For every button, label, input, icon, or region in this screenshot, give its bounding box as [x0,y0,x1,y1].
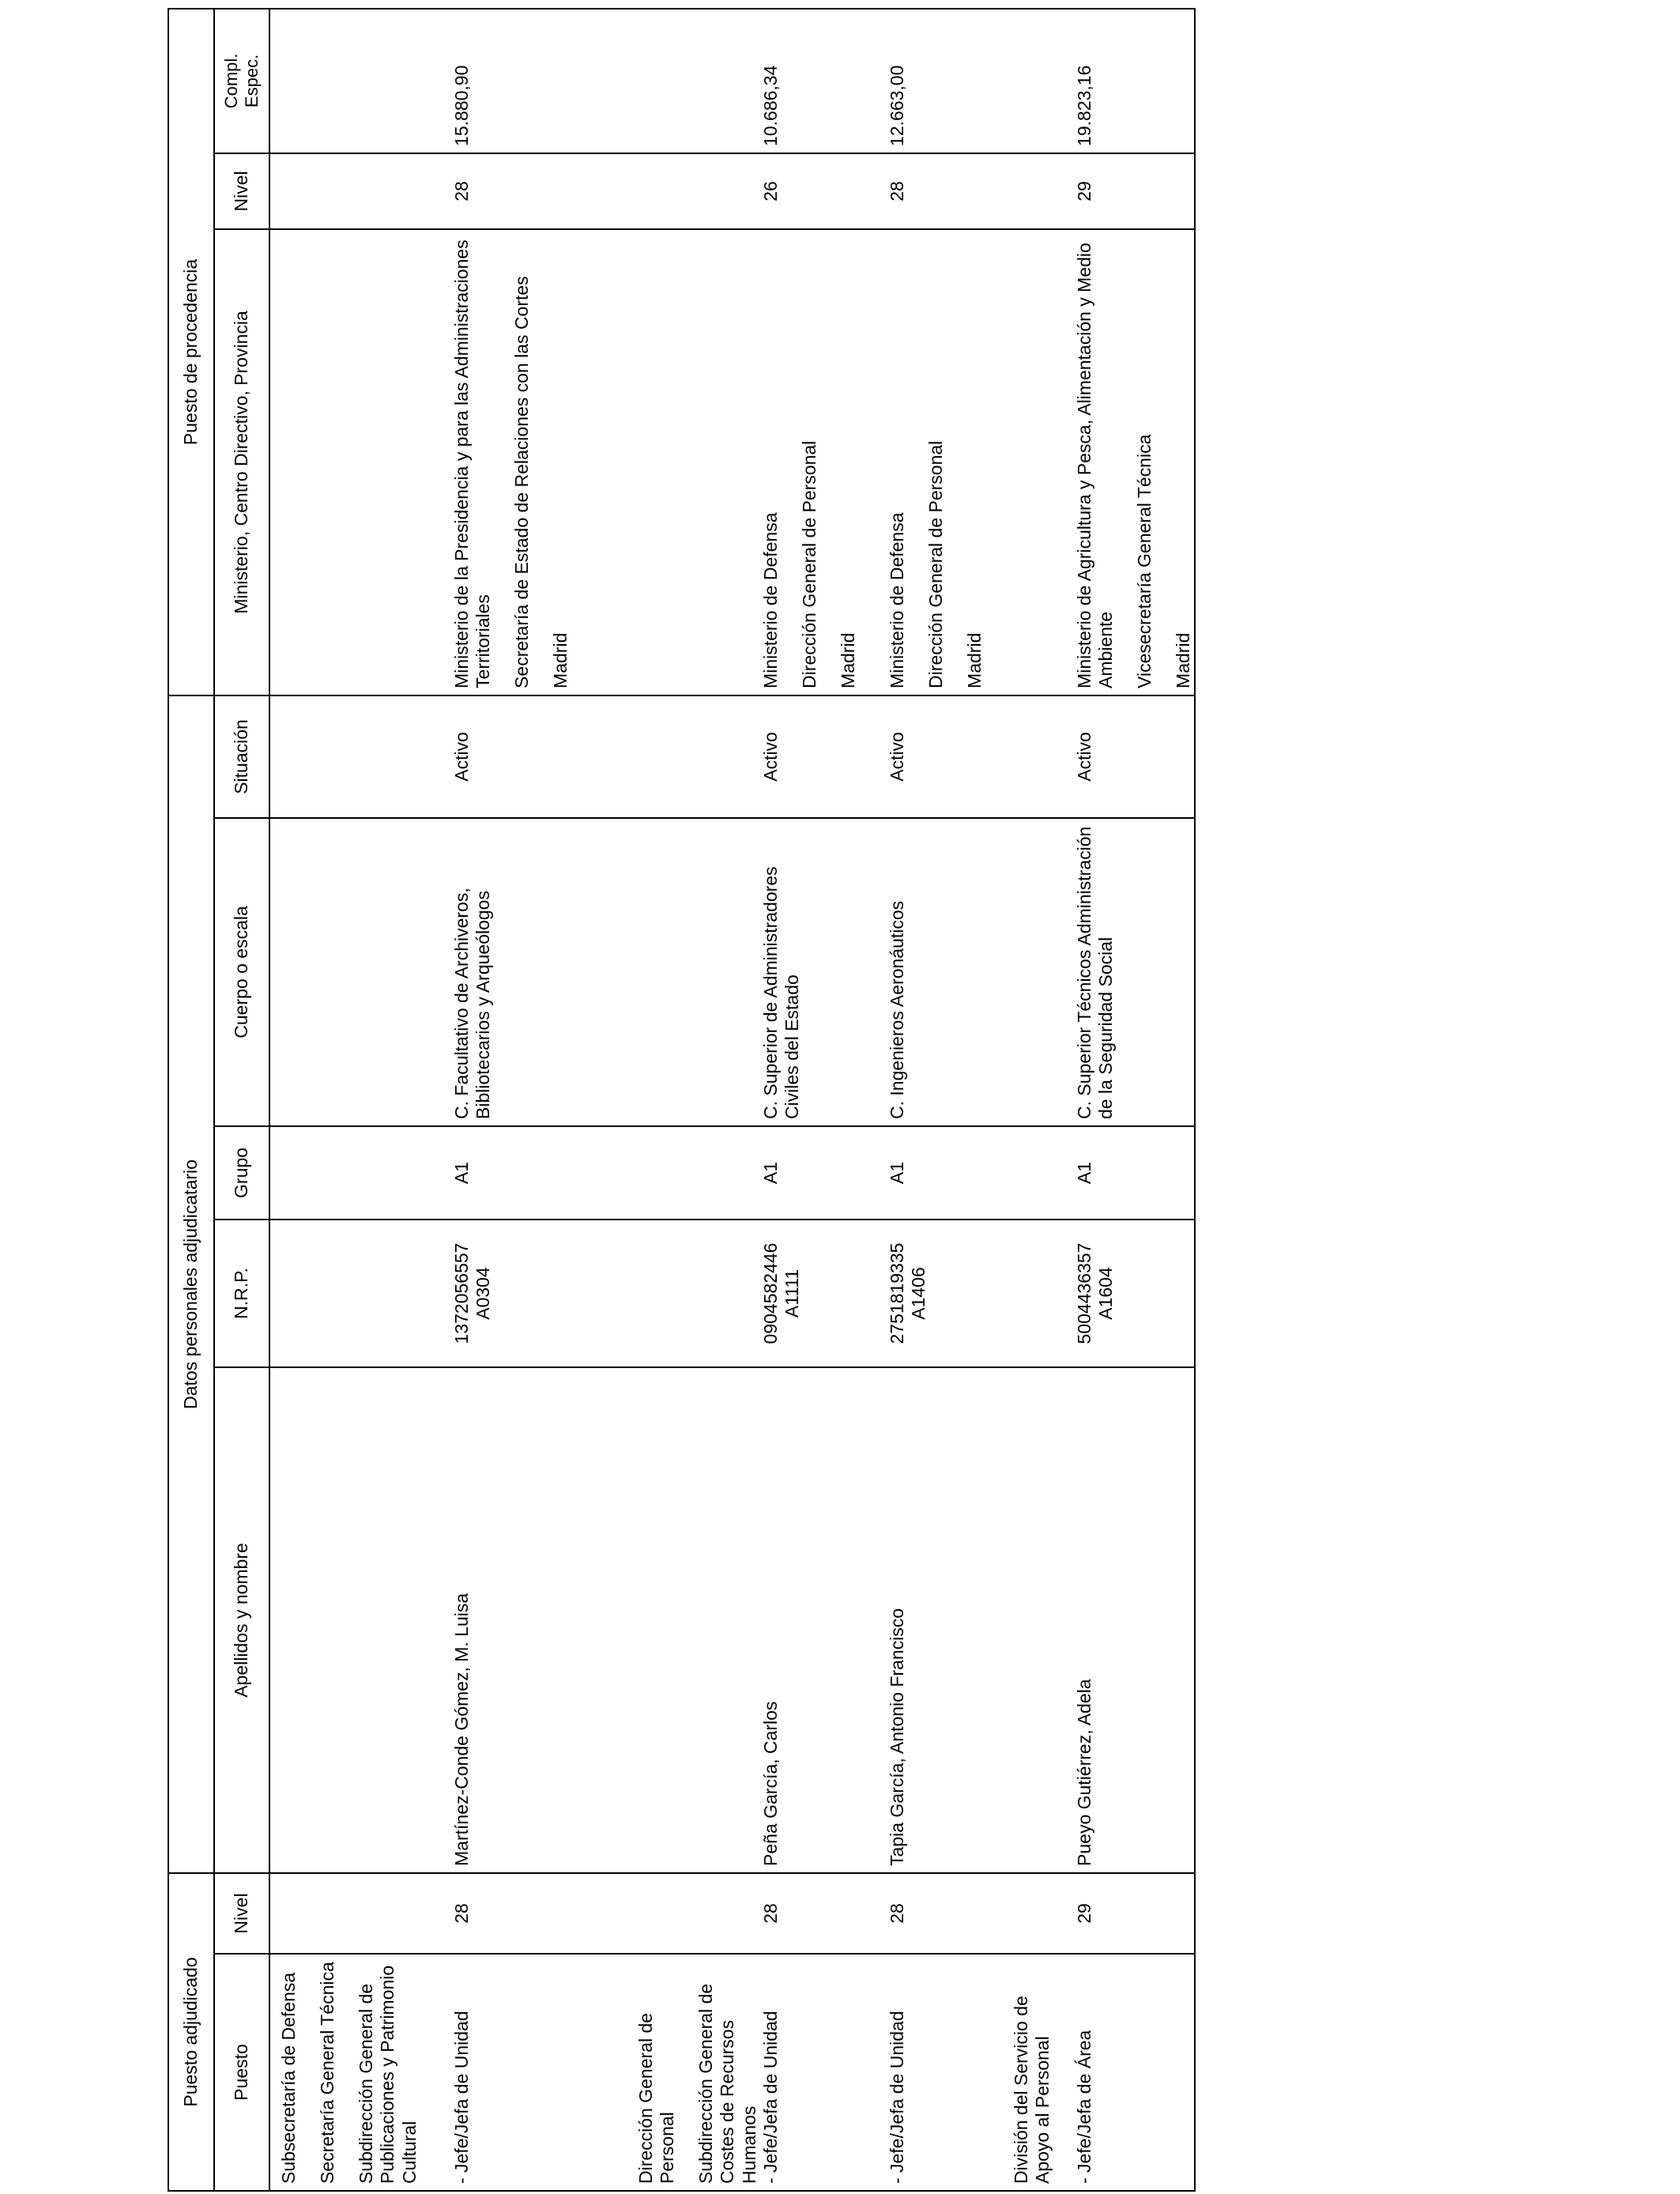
puesto-cell: - Jefe/Jefa de Unidad [887,1954,1001,2191]
col-header-compl-espec [214,9,269,153]
col-header-apellidos-nombre: Apellidos y nombre [214,1367,269,1873]
nrp-number: 1372056557 [451,1242,472,1344]
compl-espec-line-1: Compl. [221,53,242,109]
nivel-procedencia-cell: 28 [887,153,1001,229]
col-header-nivel: Nivel [214,1873,269,1954]
col-header-nivel-procedencia: Nivel [214,153,269,229]
cuerpo-cell: C. Ingenieros Aeronáuticos [887,818,1001,1126]
nrp-code: A1604 [1094,1267,1116,1320]
section-row [613,9,760,2191]
col-header-nrp: N.R.P. [214,1220,269,1367]
nrp-number: 2751819335 [886,1242,907,1344]
section-row [269,9,451,2191]
procedencia-cell [760,229,887,696]
rotated-table-container [168,9,1249,2192]
section-header: Subdirección General de Costes de Recursos Humanos [695,1983,759,2184]
section-header: Dirección General de Personal [635,2012,678,2184]
puesto-cell: - Jefe/Jefa de Unidad [760,1954,887,2191]
col-header-puesto: Puesto [214,1954,269,2191]
nrp-cell [760,1220,887,1367]
procedencia-provincia: Madrid [963,632,985,688]
nrp-cell [887,1220,1001,1367]
group-header-row [168,9,214,2191]
table-row [451,9,613,2191]
nivel-cell: 28 [760,1873,887,1954]
situacion-cell: Activo [451,696,613,818]
col-header-grupo: Grupo [214,1126,269,1220]
procedencia-centro: Vicesecretaría General Técnica [1133,434,1155,688]
nrp-cell [451,1220,613,1367]
nrp-code: A0304 [473,1267,494,1320]
compl-espec-cell: 12.663,00 [887,9,1001,153]
compl-espec-cell: 19.823,16 [1074,9,1196,153]
nivel-cell: 28 [451,1873,613,1954]
nrp-number: 0904582446 [759,1242,781,1344]
situacion-cell: Activo [887,696,1001,818]
nombre-cell: Pueyo Gutiérrez, Adela [1074,1367,1196,1873]
procedencia-provincia: Madrid [550,632,571,688]
procedencia-ministerio: Ministerio de Defensa [886,512,907,688]
nrp-number: 5004436357 [1073,1242,1094,1344]
procedencia-ministerio: Ministerio de la Presidencia y para las Administraciones Territoriales [451,239,494,688]
group-header-puesto-adjudicado: Puesto adjudicado [168,1873,214,2191]
col-header-situacion: Situación [214,696,269,818]
grupo-cell: A1 [887,1126,1001,1220]
table-row [760,9,887,2191]
cuerpo-cell: C. Facultativo de Archiveros, Bibliotecarios y Arqueólogos [451,818,613,1126]
nrp-cell [1074,1220,1196,1367]
grupo-cell: A1 [451,1126,613,1220]
col-header-ministerio-centro-provincia: Ministerio, Centro Directivo, Provincia [214,229,269,696]
nivel-procedencia-cell: 29 [1074,153,1196,229]
col-header-cuerpo-escala: Cuerpo o escala [214,818,269,1126]
nrp-code: A1111 [781,1269,802,1318]
procedencia-ministerio: Ministerio de Defensa [759,512,781,688]
procedencia-cell [1074,229,1196,696]
procedencia-centro: Secretaría de Estado de Relaciones con las Cortes [511,276,533,688]
compl-espec-cell: 15.880,90 [451,9,613,153]
grupo-cell: A1 [1074,1126,1196,1220]
puesto-cell: - Jefe/Jefa de Unidad [451,1954,613,2191]
puesto-cell: - Jefe/Jefa de Área [1074,1954,1196,2191]
nivel-cell: 28 [887,1873,1001,1954]
section-header: Secretaría General Técnica [317,1962,338,2184]
group-header-puesto-procedencia: Puesto de procedencia [168,9,214,696]
grupo-cell: A1 [760,1126,887,1220]
nrp-code: A1406 [907,1267,929,1320]
cuerpo-cell: C. Superior de Administradores Civiles del Estado [760,818,887,1126]
section-header: Subsecretaría de Defensa [278,1972,299,2184]
situacion-cell: Activo [760,696,887,818]
procedencia-provincia: Madrid [1173,632,1193,688]
nivel-cell: 29 [1074,1873,1196,1954]
procedencia-provincia: Madrid [837,632,858,688]
column-header-row [214,9,269,2191]
procedencia-centro: Dirección General de Personal [798,440,819,688]
procedencia-ministerio: Ministerio de Agricultura y Pesca, Alimentación y Medio Ambiente [1073,243,1116,688]
procedencia-cell [451,229,613,696]
section-header: Subdirección General de Publicaciones y Patrimonio Cultural [356,1965,420,2184]
compl-espec-cell: 10.686,34 [760,9,887,153]
compl-espec-line-2: Espec. [242,54,262,108]
adjudication-table [168,8,1196,2192]
nombre-cell: Tapia García, Antonio Francisco [887,1367,1001,1873]
cuerpo-cell: C. Superior Técnicos Administración de la Seguridad Social [1074,818,1196,1126]
nombre-cell: Peña García, Carlos [760,1367,887,1873]
section-row [1001,9,1074,2191]
procedencia-centro: Dirección General de Personal [925,440,946,688]
procedencia-cell [887,229,1001,696]
nombre-cell: Martínez-Conde Gómez, M. Luisa [451,1367,613,1873]
nivel-procedencia-cell: 26 [760,153,887,229]
section-header: División del Servicio de Apoyo al Personal [1010,1996,1053,2184]
table-row [887,9,1001,2191]
group-header-datos-personales: Datos personales adjudicatario [168,696,214,1873]
situacion-cell: Activo [1074,696,1196,818]
table-row [1074,9,1196,2191]
nivel-procedencia-cell: 28 [451,153,613,229]
